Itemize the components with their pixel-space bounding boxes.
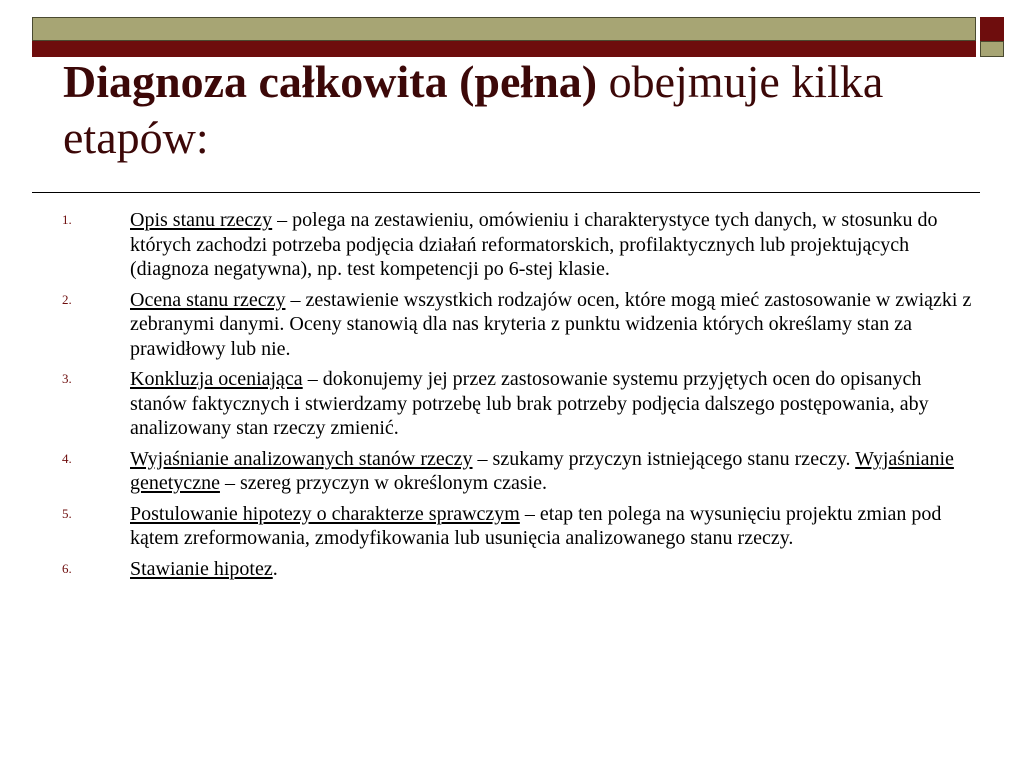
item-number: 5. xyxy=(62,505,72,521)
item-description: – etap ten polega na wysunięciu projektu zmian pod kątem zreformowania, zmodyfikowania lub usunięcia analizowanego stanu rzeczy. xyxy=(130,502,942,549)
item-number: 4. xyxy=(62,450,72,466)
corner-olive-square xyxy=(980,41,1004,57)
list-item xyxy=(62,557,972,582)
item-text xyxy=(130,447,972,496)
item-text xyxy=(130,288,972,362)
slide-title-rest: obejmuje kilka etapów: xyxy=(63,56,884,163)
item-number: 3. xyxy=(62,371,72,386)
item-text xyxy=(130,557,972,582)
list-item xyxy=(62,208,972,282)
slide-title-bold: Diagnoza całkowita (pełna) xyxy=(63,56,598,107)
item-description: – polega na zestawieniu, omówieniu i charakterystyce tych danych, w stosunku do których zachodzi potrzeba podjęcia działań reformatorskich, profilaktycznych lub projektujących (diagnoza negatywna), np. test kompetencji po 6-stej klasie. xyxy=(130,209,938,280)
item-term: Konkluzja oceniająca xyxy=(130,368,303,390)
list-item xyxy=(62,367,972,441)
item-description: . xyxy=(272,557,278,580)
item-term: Postulowanie hipotezy o charakterze sprawczym xyxy=(130,502,520,525)
list-item xyxy=(62,447,972,496)
item-term: Opis stanu rzeczy xyxy=(130,209,273,231)
list-item xyxy=(62,502,972,551)
item-description: – dokonujemy jej przez zastosowanie systemu przyjętych ocen do opisanych stanów faktycznych i stwierdzamy potrzebę lub brak potrzeby podjęcia dalszego postępowania, aby analizowany stan rzeczy zmienić. xyxy=(130,368,929,439)
list-item xyxy=(62,288,972,362)
item-term-secondary: Wyjaśnianie genetyczne xyxy=(130,447,954,494)
item-number: 1. xyxy=(62,212,72,227)
slide-title xyxy=(63,54,983,166)
stages-list xyxy=(62,208,972,587)
item-description: – zestawienie wszystkich rodzajów ocen, które mogą mieć zastosowanie w związki z zebranymi danymi. Oceny stanowią dla nas kryteria z punktu widzenia których określamy stan za prawidłowy lub nie. xyxy=(130,288,972,360)
top-olive-bar xyxy=(32,17,976,41)
item-number: 2. xyxy=(62,291,72,307)
item-text xyxy=(130,367,972,441)
item-text xyxy=(130,502,972,551)
item-text xyxy=(130,208,972,282)
item-term: Ocena stanu rzeczy xyxy=(130,288,286,311)
item-term: Stawianie hipotez xyxy=(130,557,273,580)
corner-red-square xyxy=(980,17,1004,41)
title-divider xyxy=(32,192,980,193)
item-description-secondary: – szereg przyczyn w określonym czasie. xyxy=(219,472,548,494)
item-number: 6. xyxy=(62,560,72,576)
item-term: Wyjaśnianie analizowanych stanów rzeczy xyxy=(130,447,473,470)
item-description: – szukamy przyczyn istniejącego stanu rzeczy. xyxy=(472,447,856,470)
